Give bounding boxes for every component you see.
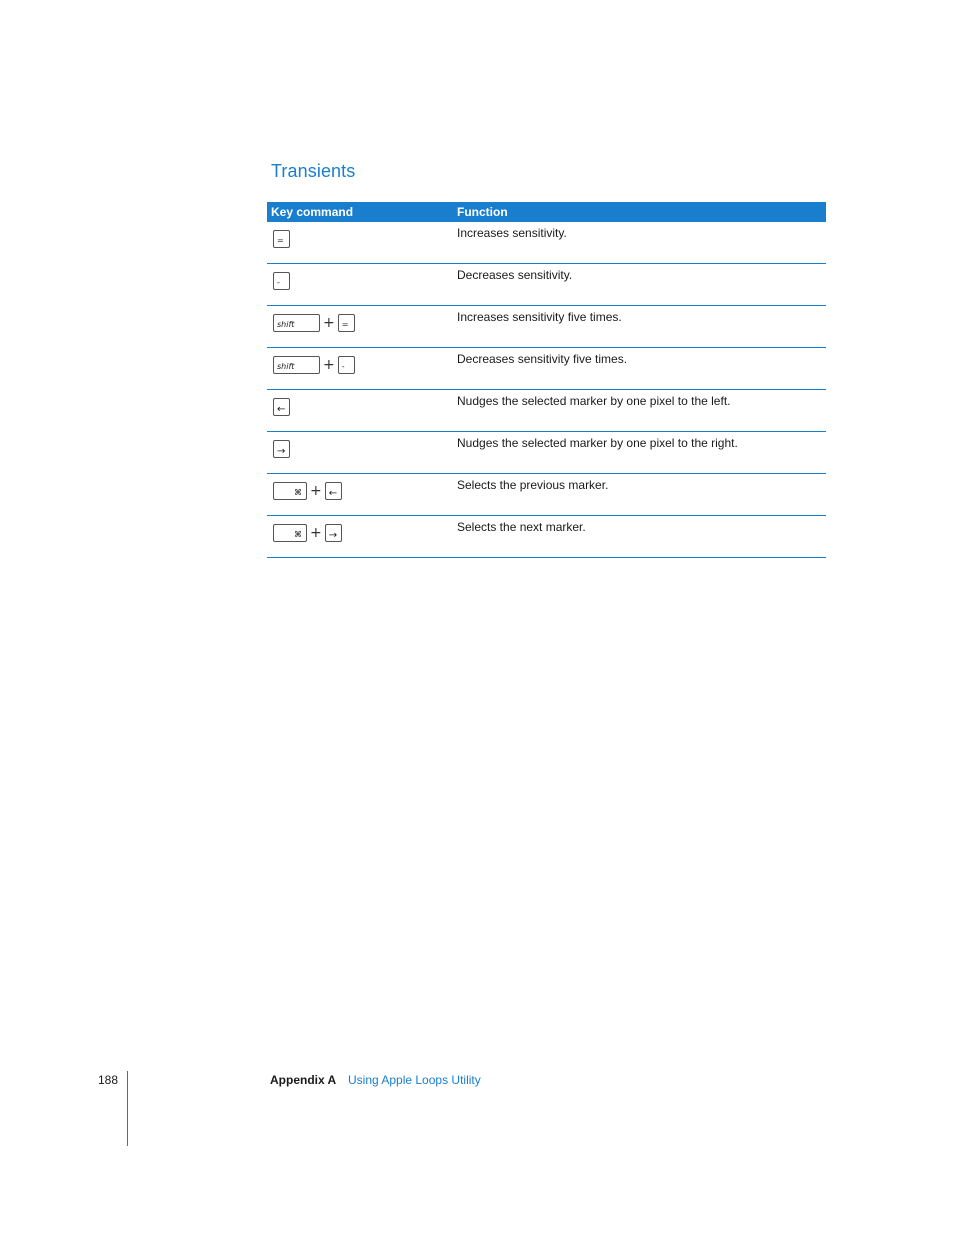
function-cell: Decreases sensitivity five times. bbox=[457, 352, 628, 366]
table-row bbox=[267, 390, 826, 432]
table-row bbox=[267, 348, 826, 390]
shift-key-icon: shift bbox=[273, 356, 320, 374]
minus-key-icon: - bbox=[273, 272, 290, 290]
table-row bbox=[267, 222, 826, 264]
key-cell bbox=[267, 516, 453, 557]
table-row bbox=[267, 306, 826, 348]
function-cell: Selects the next marker. bbox=[457, 520, 586, 534]
footer-chapter-link[interactable]: Using Apple Loops Utility bbox=[348, 1073, 481, 1087]
function-cell: Increases sensitivity. bbox=[457, 226, 567, 240]
key-cell bbox=[267, 348, 453, 389]
equals-key-icon: = bbox=[273, 230, 290, 248]
function-cell: Decreases sensitivity. bbox=[457, 268, 573, 282]
command-key-icon bbox=[273, 524, 307, 542]
key-cell bbox=[267, 264, 453, 305]
key-cell bbox=[267, 390, 453, 431]
section-title: Transients bbox=[271, 161, 356, 181]
table-row bbox=[267, 474, 826, 516]
shift-key-icon: shift bbox=[273, 314, 320, 332]
right-arrow-key-icon: → bbox=[325, 524, 342, 542]
key-cell bbox=[267, 222, 453, 263]
plus-sign: + bbox=[310, 525, 322, 541]
page-number: 188 bbox=[98, 1073, 119, 1087]
plus-sign: + bbox=[323, 357, 335, 373]
plus-sign: + bbox=[323, 315, 335, 331]
function-cell: Selects the previous marker. bbox=[457, 478, 609, 492]
key-cell bbox=[267, 432, 453, 473]
function-cell: Increases sensitivity five times. bbox=[457, 310, 622, 324]
key-cell bbox=[267, 306, 453, 347]
header-key-command: Key command bbox=[271, 205, 354, 219]
command-icon: ⌘ bbox=[294, 488, 302, 497]
key-command-table bbox=[267, 202, 826, 558]
function-cell: Nudges the selected marker by one pixel to the left. bbox=[457, 394, 731, 408]
plus-sign: + bbox=[310, 483, 322, 499]
table-header bbox=[267, 202, 826, 222]
footer-appendix-label: Appendix A bbox=[270, 1073, 337, 1087]
right-arrow-key-icon: → bbox=[273, 440, 290, 458]
command-icon: ⌘ bbox=[294, 530, 302, 539]
left-arrow-key-icon: ← bbox=[273, 398, 290, 416]
left-arrow-key-icon: ← bbox=[325, 482, 342, 500]
key-cell bbox=[267, 474, 453, 515]
minus-key-icon: - bbox=[338, 356, 355, 374]
header-function: Function bbox=[457, 205, 508, 219]
equals-key-icon: = bbox=[338, 314, 355, 332]
table-row bbox=[267, 516, 826, 558]
table-row bbox=[267, 432, 826, 474]
command-key-icon bbox=[273, 482, 307, 500]
table-row bbox=[267, 264, 826, 306]
function-cell: Nudges the selected marker by one pixel to the right. bbox=[457, 436, 738, 450]
footer-divider bbox=[127, 1071, 128, 1146]
